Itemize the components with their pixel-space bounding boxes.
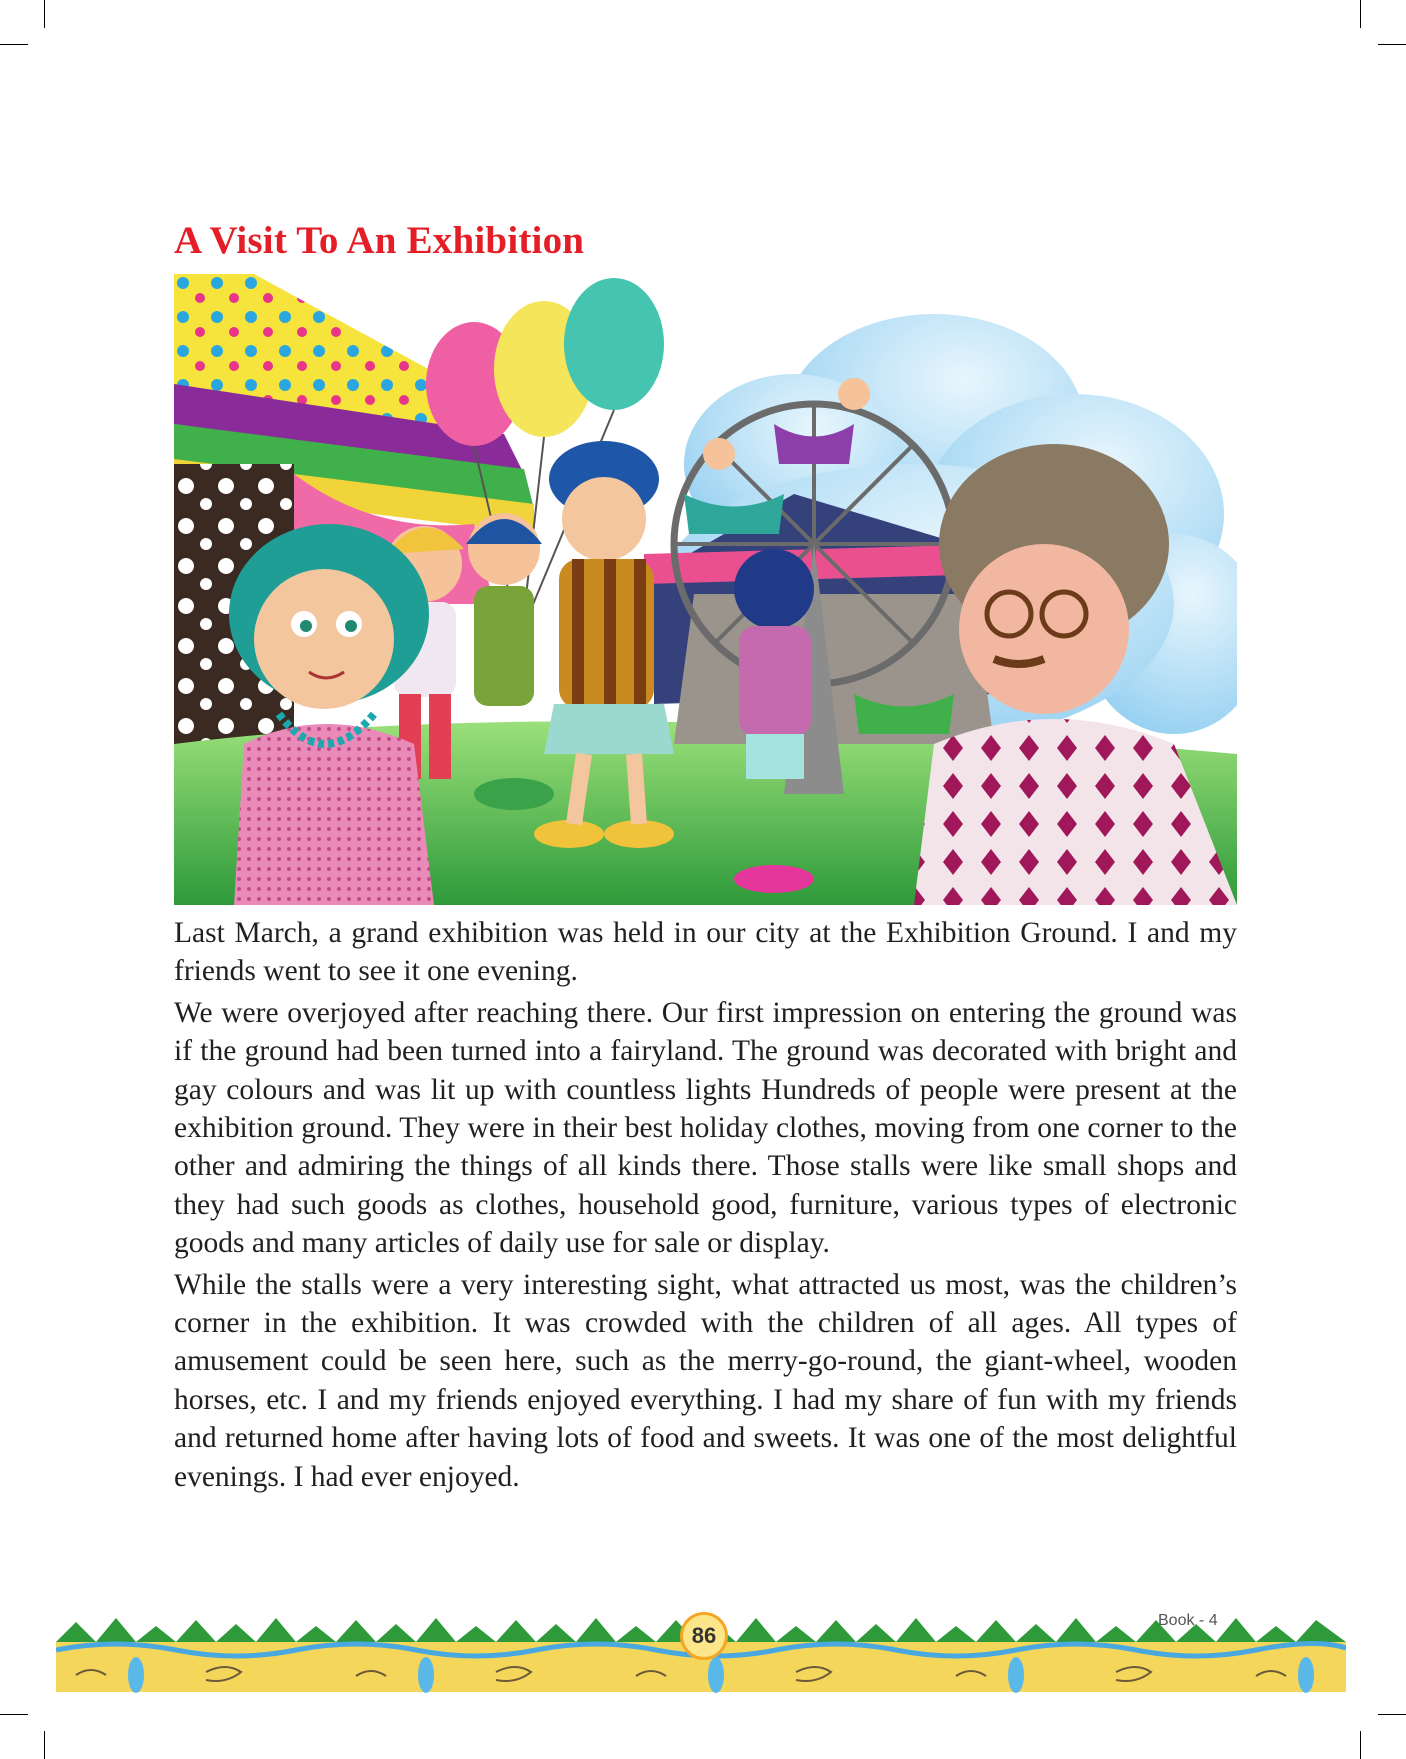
- paragraph: We were overjoyed after reaching there. Our first impression on entering the ground was if the ground had been turned into a fairyland. The ground was decorated with bright and gay colours and was lit up with countless lights Hundreds of people were present at the exhibition ground. They were in their best holiday clothes, moving from one corner to the other and admiring the things of all kinds there. Those stalls were like small shops and they had such goods as clothes, household good, furniture, various types of electronic goods and many articles of daily use for sale or display.: [174, 996, 1237, 1260]
- essay-body: [174, 914, 1237, 1499]
- crop-mark: [1378, 44, 1406, 45]
- illustration-canvas: [174, 274, 1237, 905]
- exhibition-fair-illustration: [174, 274, 1237, 905]
- crop-mark: [1360, 0, 1361, 28]
- crop-mark: [1378, 1714, 1406, 1715]
- page-title: A Visit To An Exhibition: [174, 219, 585, 262]
- page-number: 86: [680, 1612, 728, 1660]
- book-label: Book - 4: [1158, 1612, 1218, 1629]
- crop-mark: [0, 1714, 28, 1715]
- crop-mark: [0, 44, 28, 45]
- crop-mark: [44, 0, 45, 28]
- paragraph: Last March, a grand exhibition was held in our city at the Exhibition Ground. I and my friends went to see it one evening.: [174, 917, 1237, 988]
- paragraph: While the stalls were a very interesting sight, what attracted us most, was the children’s corner in the exhibition. It was crowded with the children of all ages. All types of amusement could be seen here, such as the merry-go-round, the giant-wheel, wooden horses, etc. I and my friends enjoyed everything. I had my share of fun with my friends and returned home after having lots of food and sweets. It was one of the most delightful evenings. I had ever enjoyed.: [174, 1268, 1237, 1493]
- crop-mark: [44, 1731, 45, 1759]
- crop-mark: [1360, 1731, 1361, 1759]
